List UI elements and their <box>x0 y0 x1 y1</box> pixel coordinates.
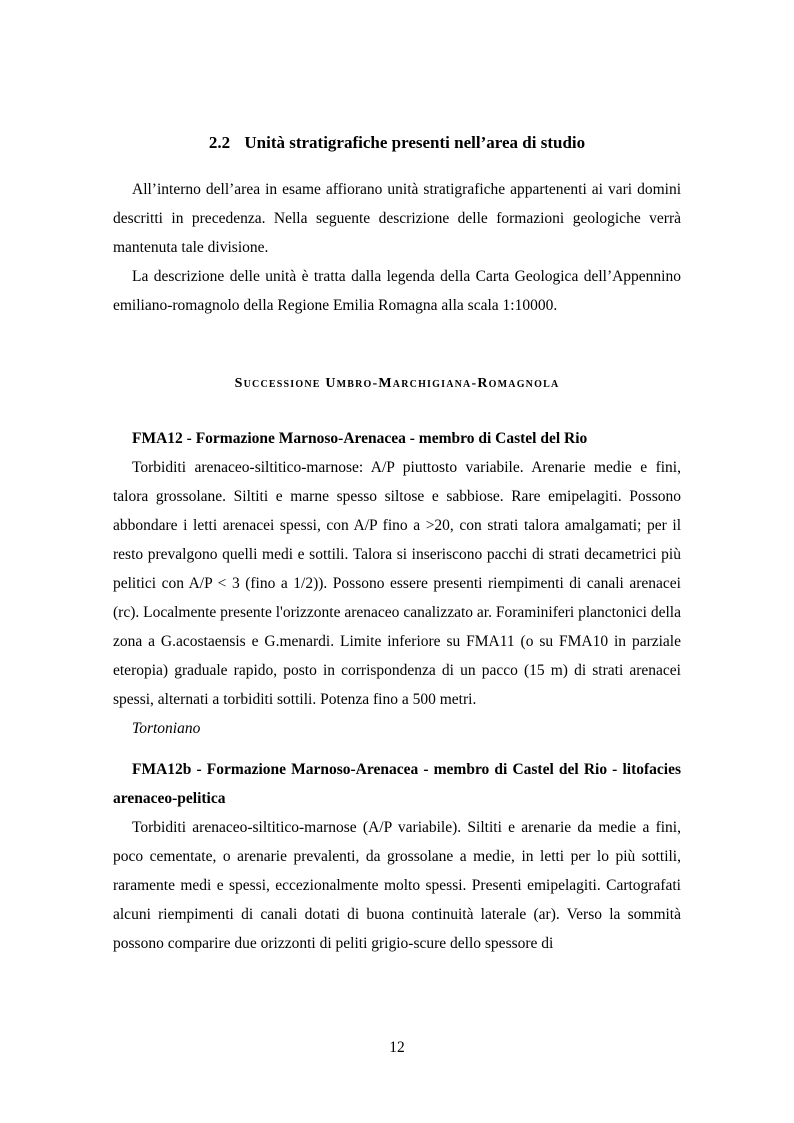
section-heading <box>0 131 794 155</box>
unit-description: Torbiditi arenaceo-siltitico-marnose (A/P variabile). Siltiti e arenarie da medie a fini, poco cementate, o arenarie prevalenti, da grossolane a medie, in letti per lo più sottili, raramente medi e spessi, eccezionalmente molto spessi. Presenti emipelagiti. Cartografati alcuni riempimenti di canali dotati di buona continuità laterale (ar). Verso la sommità possono comparire due orizzonti di peliti grigio-scure dello spessore di <box>113 819 681 952</box>
intro-text <box>113 175 681 320</box>
unit-title: FMA12b - Formazione Marnoso-Arenacea - membro di Castel del Rio - litofacies arenaceo-pelitica <box>113 761 681 807</box>
intro-paragraph: La descrizione delle unità è tratta dalla legenda della Carta Geologica dell’Appennino emiliano-romagnolo della Regione Emilia Romagna alla scala 1:10000. <box>113 268 681 314</box>
succession-heading: Successione Umbro-Marchigiana-Romagnola <box>234 376 560 391</box>
unit-title: FMA12 - Formazione Marnoso-Arenacea - membro di Castel del Rio <box>132 430 588 447</box>
section-number: 2.2 <box>208 133 231 152</box>
unit-age: Tortoniano <box>132 720 201 737</box>
intro-paragraph: All’interno dell’area in esame affiorano unità stratigrafiche appartenenti ai vari domini descritti in precedenza. Nella seguente descrizione delle formazioni geologiche verrà mantenuta tale divisione. <box>113 181 681 256</box>
unit-fma12 <box>113 424 681 743</box>
page-number: 12 <box>389 1039 405 1056</box>
unit-fma12b <box>113 755 681 958</box>
unit-description: Torbiditi arenaceo-siltitico-marnose: A/P piuttosto variabile. Arenarie medie e fini, talora grossolane. Siltiti e marne spesso siltose e sabbiose. Rare emipelagiti. Possono abbondare i letti arenacei spessi, con A/P fino a >20, con strati talora amalgamati; per il resto prevalgono quelli medi e sottili. Talora si inseriscono pacchi di strati decametrici più pelitici con A/P < 3 (fino a 1/2)). Possono essere presenti riempimenti di canali arenacei (rc). Localmente presente l'orizzonte arenaceo canalizzato ar. Foraminiferi planctonici della zona a G.acostaensis e G.menardi. Limite inferiore su FMA11 (o su FMA10 in parziale eteropia) graduale rapido, posto in corrispondenza di un pacco (15 m) di strati arenacei spessi, alternati a torbiditi sottili. Potenza fino a 500 metri. <box>113 459 681 708</box>
section-title: Unità stratigrafiche presenti nell’area di studio <box>244 133 586 152</box>
